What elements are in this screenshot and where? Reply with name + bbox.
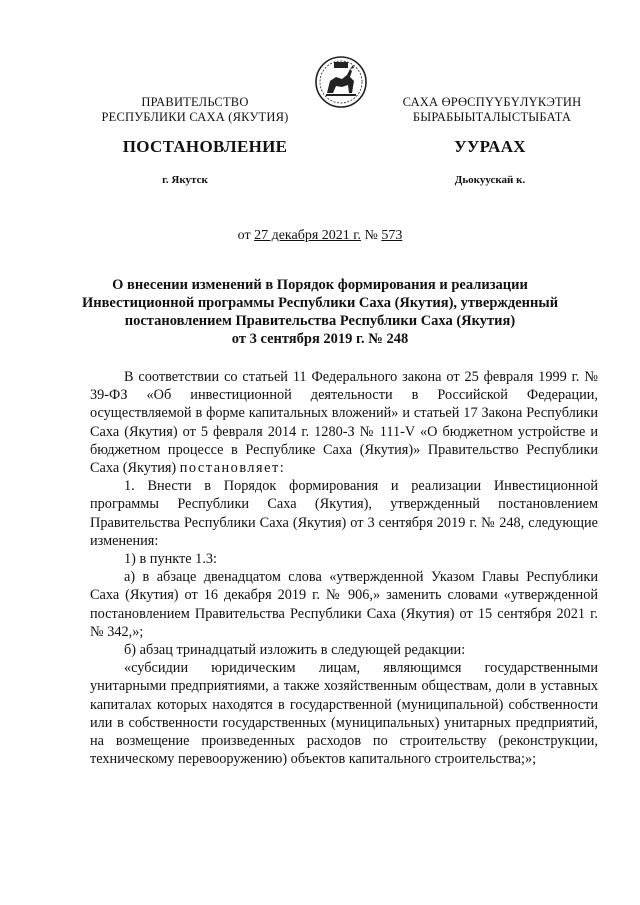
date-prefix: от [237,228,255,243]
document-date: 27 декабря 2021 г. [254,228,361,243]
document-number: 573 [381,228,403,243]
paragraph-preamble [90,368,598,477]
header-left [95,95,295,125]
document-body [90,368,598,768]
paragraph-item-1: 1. Внести в Порядок формирования и реализации Инвестиционной программы Республики Саха (Якутия), утвержденный постановлением Правительства Республики Саха (Якутия) от 3 сентября 2019 г. № 248, следующие изменения: [90,478,598,549]
header-left-line1: ПРАВИТЕЛЬСТВО [141,95,249,109]
preamble-text: В соответствии со статьей 11 Федерального закона от 25 февраля 1999 г. № 39-ФЗ «Об инвестиционной деятельности в Российской Федерации, осуществляемой в форме капитальных вложений» и статьей 17 Закона Республики Саха (Якутия) от 5 февраля 2014 г. 1280-З № 111-V «О бюджетном устройстве и бюджетном процессе в Республике Саха (Якутия)» Правительство Республики Саха (Якутия) [90,369,598,477]
title-line3: постановлением Правительства Республики Саха (Якутия) [124,313,516,329]
city-ru: г. Якутск [162,174,208,186]
paragraph-subitem-1: 1) в пункте 1.3: [124,551,218,568]
header-right-line1: САХА ӨРӨСПҮҮБҮЛҮКЭТИН [402,95,582,109]
header-left-line2: РЕСПУБЛИКИ САХА (ЯКУТИЯ) [101,110,289,124]
paragraph-subitem-a: а) в абзаце двенадцатом слова «утвержденной Указом Главы Республики Саха (Якутия) от 16 декабря 2019 г. № 906,» заменить словами «утвержденной постановлением Правительства Республики Саха (Якутия) от 15 сентября 2021 г. № 342,»; [90,569,598,640]
document-title [70,276,570,348]
doc-type-sakha: УУРААХ [454,137,526,156]
header-right [392,95,592,125]
header-right-line2: БЫРАБЫЫТАЛЫСТЫБАТА [412,110,572,124]
decree-word: постановляет: [179,460,286,477]
title-line1: О внесении изменений в Порядок формирования и реализации [112,277,528,293]
number-prefix: № [360,228,382,243]
paragraph-quote: «субсидии юридическим лицам, являющимся государственными унитарными предприятиями, а также хозяйственным обществам, доли в уставных капиталах которых находятся в государственной (муниципальной) собственности или в собственности государственных (муниципальных) унитарных предприятий, на возмещение произведенных расходов по строительству (реконструкции, техническому перевооружению) объектов капитального строительства;»; [90,660,598,768]
document-date-number [0,228,640,244]
title-line4: от 3 сентября 2019 г. № 248 [231,331,409,347]
city-sakha: Дьокуускай к. [454,174,526,186]
paragraph-subitem-b: б) абзац тринадцатый изложить в следующей редакции: [124,642,466,659]
doc-type-ru: ПОСТАНОВЛЕНИЕ [122,137,288,156]
coat-of-arms-icon [314,55,368,109]
title-line2: Инвестиционной программы Республики Саха (Якутия), утвержденный [81,295,559,311]
